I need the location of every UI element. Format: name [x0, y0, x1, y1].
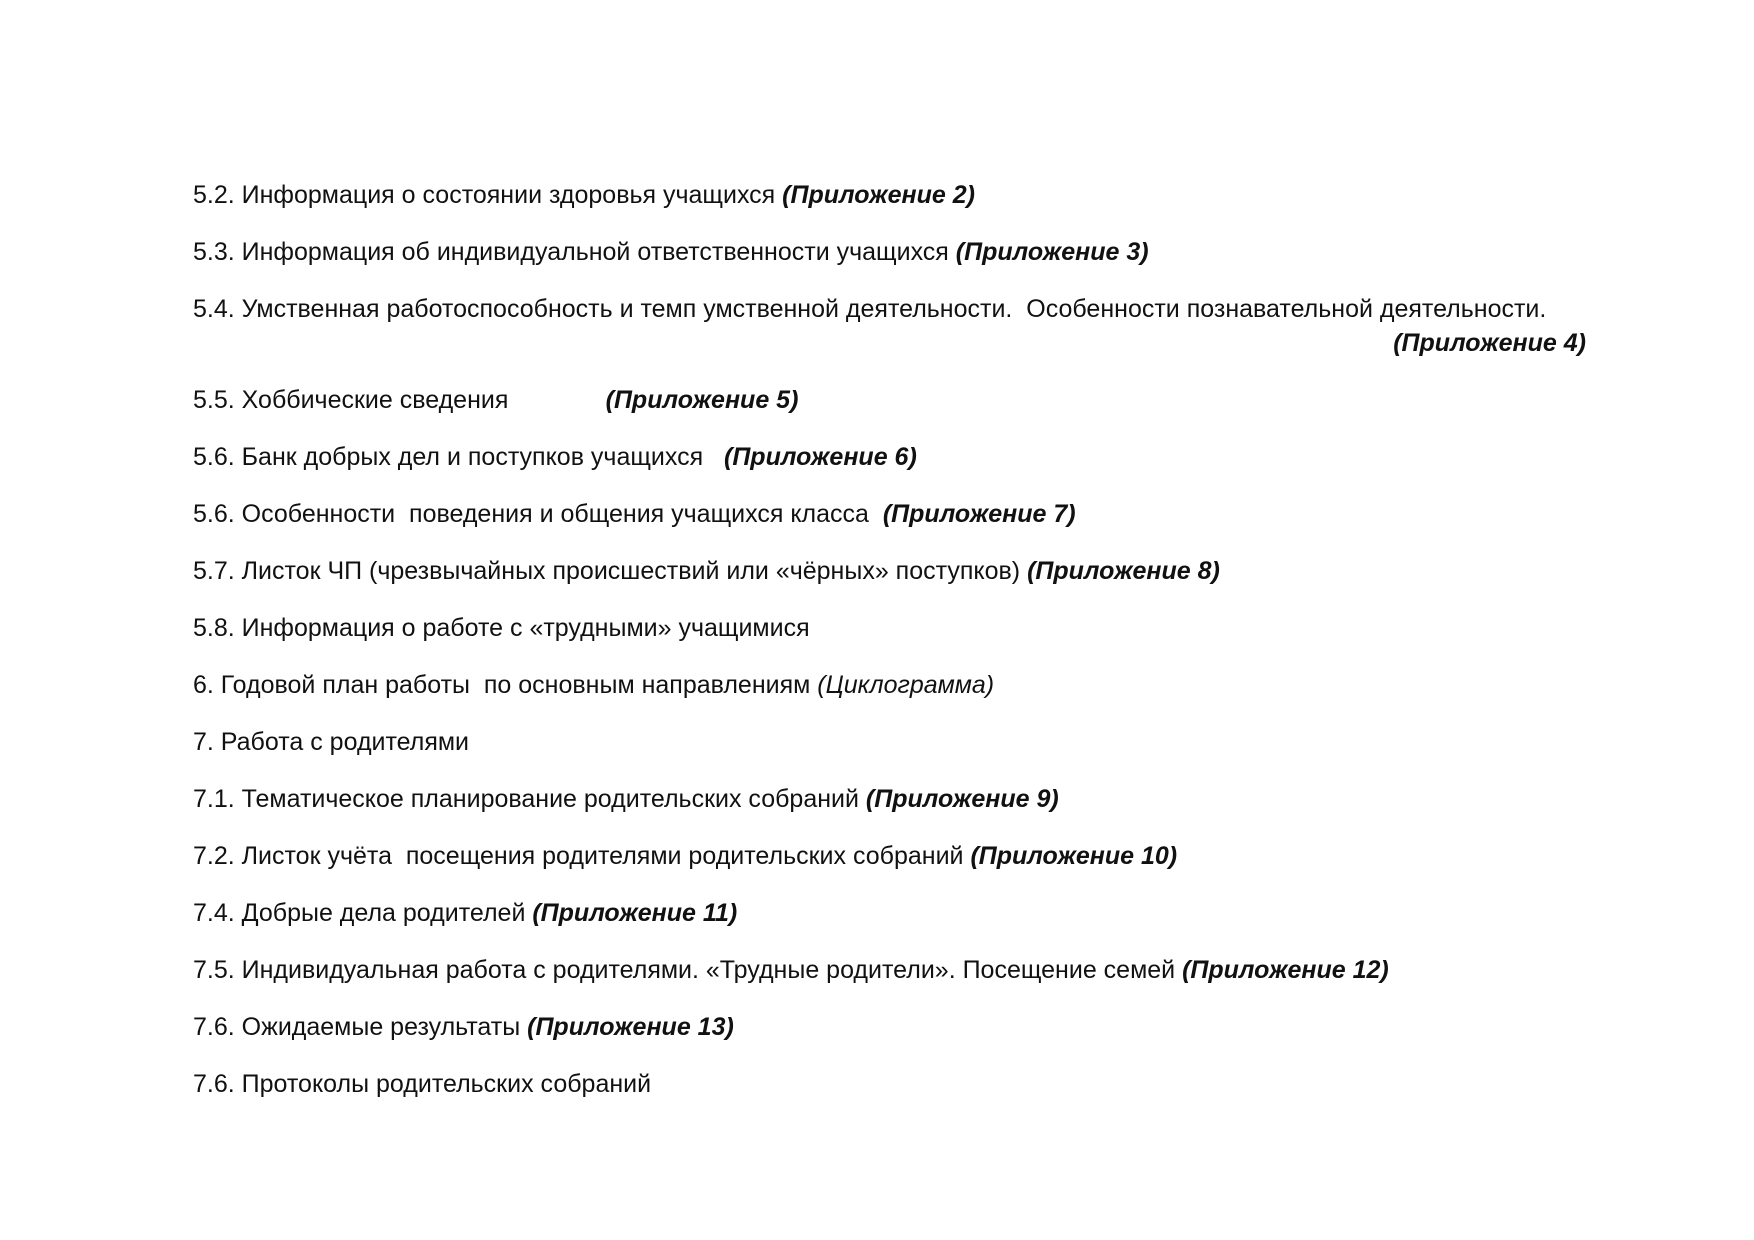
list-item: [193, 180, 975, 210]
item-text: 7.1. Тематическое планирование родительских собраний: [193, 785, 866, 813]
item-text: 5.4. Умственная работоспособность и темп умственной деятельности. Особенности познавательной деятельности.: [193, 295, 1547, 323]
list-item: [193, 784, 1059, 814]
list-item: [193, 727, 469, 757]
appendix-reference: (Приложение 6): [724, 443, 917, 471]
item-text: 5.3. Информация об индивидуальной ответственности учащихся: [193, 238, 956, 266]
item-text: 5.2. Информация о состоянии здоровья учащихся: [193, 181, 783, 209]
list-item: [193, 1069, 651, 1099]
item-text: 7.4. Добрые дела родителей: [193, 899, 533, 927]
list-item: [193, 670, 994, 700]
appendix-reference: (Приложение 10): [970, 842, 1178, 870]
list-item: [193, 237, 1149, 267]
appendix-reference: (Приложение 11): [532, 899, 738, 927]
appendix-reference: (Приложение 5): [605, 386, 799, 414]
appendix-reference: (Приложение 4): [1393, 329, 1586, 357]
list-item-continuation: [1393, 328, 1586, 358]
list-item: [193, 442, 917, 472]
appendix-reference: (Приложение 2): [782, 181, 975, 209]
list-item: [193, 841, 1177, 871]
list-item: [193, 613, 810, 643]
cyclogram-reference: (Циклограмма): [817, 671, 995, 699]
item-text: 7.2. Листок учёта посещения родителями родительских собраний: [193, 842, 971, 870]
item-text: 7.6. Ожидаемые результаты: [193, 1013, 528, 1041]
list-item: [193, 898, 737, 928]
list-item: [193, 556, 1220, 586]
appendix-reference: (Приложение 13): [527, 1013, 734, 1041]
item-text: 7. Работа с родителями: [193, 728, 470, 756]
item-text: 5.5. Хоббические сведения: [193, 386, 606, 414]
appendix-reference: (Приложение 12): [1182, 956, 1389, 984]
appendix-reference: (Приложение 7): [882, 500, 1076, 528]
appendix-reference: (Приложение 3): [955, 238, 1149, 266]
list-item: [193, 385, 798, 415]
list-item: [193, 1012, 734, 1042]
appendix-reference: (Приложение 9): [865, 785, 1059, 813]
item-text: 7.6. Протоколы родительских собраний: [193, 1070, 652, 1098]
list-item: [193, 294, 1546, 324]
item-text: 5.6. Особенности поведения и общения учащихся класса: [193, 500, 883, 528]
item-text: 5.7. Листок ЧП (чрезвычайных происшествий или «чёрных» поступков): [193, 557, 1028, 585]
item-text: 5.8. Информация о работе с «трудными» учащимися: [193, 614, 810, 642]
list-item: [193, 499, 1076, 529]
appendix-reference: (Приложение 8): [1027, 557, 1220, 585]
list-item: [193, 955, 1389, 985]
item-text: 5.6. Банк добрых дел и поступков учащихся: [193, 443, 724, 471]
item-text: 7.5. Индивидуальная работа с родителями. «Трудные родители». Посещение семей: [193, 956, 1183, 984]
item-text: 6. Годовой план работы по основным направлениям: [193, 671, 818, 699]
